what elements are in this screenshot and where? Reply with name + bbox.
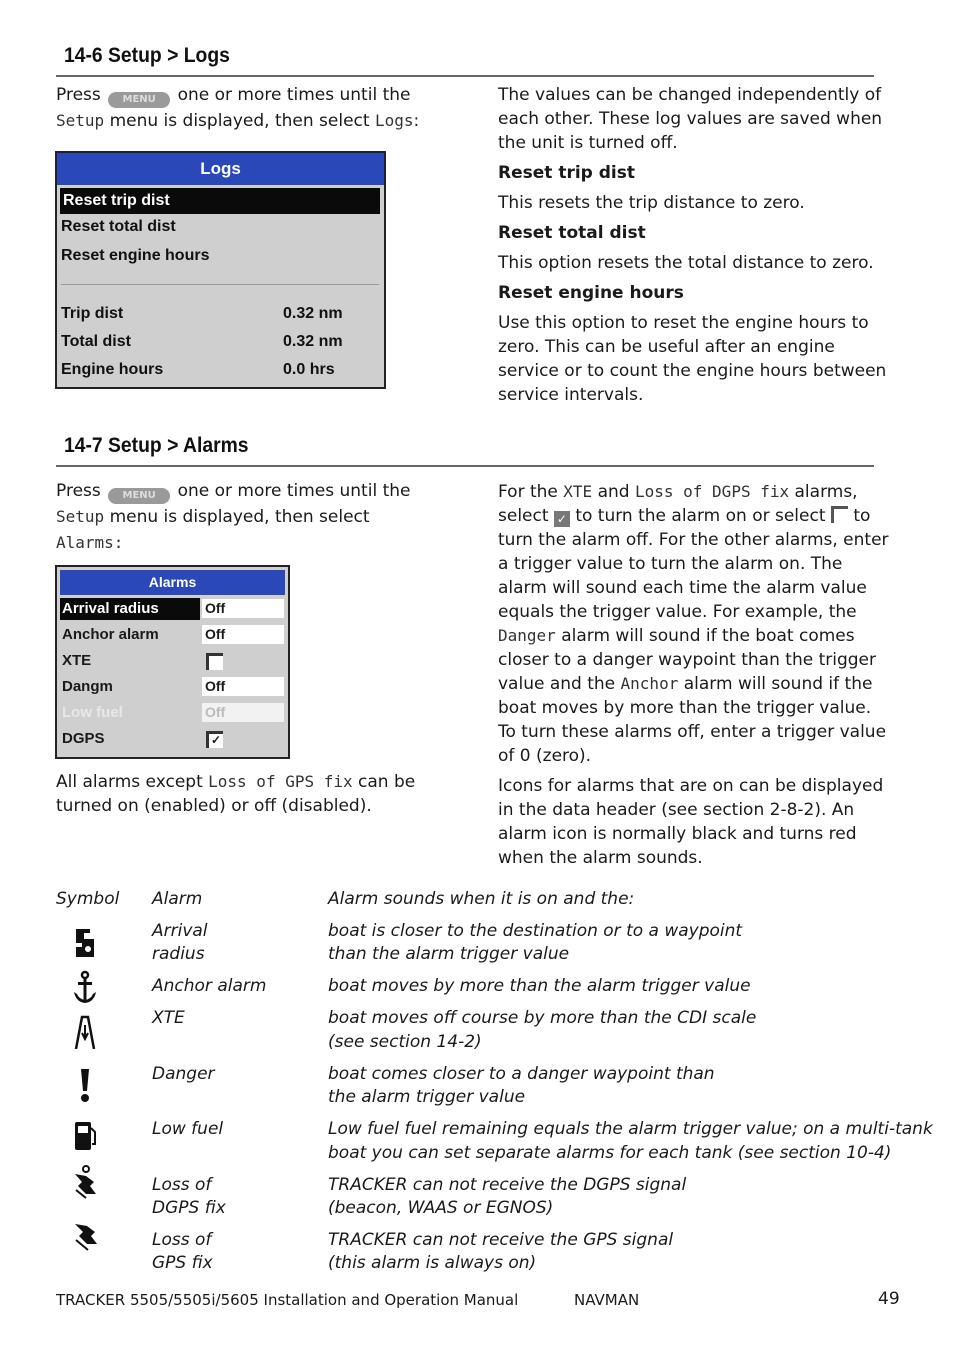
alarm-description: (beacon, WAAS or EGNOS) — [328, 1198, 554, 1218]
icons-paragraph: Icons for alarms that are on can be displayed in the data header (see section 2-8-2). An alarm icon is normally black and turns red when the alarm sounds. — [498, 776, 884, 868]
alarms-intro — [56, 479, 466, 556]
logs-intro — [56, 83, 466, 134]
intro-text: one or more times until the — [177, 481, 411, 501]
note-text: All alarms except — [56, 772, 203, 792]
menu-button-icon: MENU — [108, 488, 170, 504]
alarm-description: (see section 14-2) — [328, 1032, 482, 1052]
alarm-description: boat moves by more than the alarm trigger value — [328, 976, 751, 996]
alarms-code: Alarms: — [56, 533, 124, 552]
header-symbol: Symbol — [56, 889, 120, 909]
alarm-name: radius — [152, 944, 205, 964]
section-divider — [56, 465, 874, 467]
colon: : — [413, 111, 420, 131]
text: alarm will sound if the boat comes closer to a danger waypoint than the trigger value and the — [498, 626, 876, 694]
fuel-pump-icon — [72, 1118, 98, 1154]
alarm-name: DGPS fix — [152, 1198, 226, 1218]
text: to turn the alarm on or select — [575, 506, 826, 526]
checkbox-checked-icon: ✓ — [554, 511, 570, 527]
section-title-alarms: 14-7 Setup > Alarms — [64, 434, 249, 457]
logs-code: Logs — [374, 111, 414, 130]
intro-text: one or more times until the — [177, 85, 411, 105]
logs-screen — [55, 151, 386, 389]
alarm-description: the alarm trigger value — [328, 1087, 526, 1107]
paragraph-reset-engine: Use this option to reset the engine hours to zero. This can be useful after an engine service or to count the engine hours between service intervals. — [498, 313, 887, 405]
alarm-value-field[interactable]: Off — [202, 703, 284, 722]
danger-code: Danger — [498, 626, 556, 645]
logs-item-reset-engine[interactable]: Reset engine hours — [61, 247, 210, 264]
alarm-description: TRACKER can not receive the GPS signal — [328, 1230, 674, 1250]
alarm-name: Loss of — [152, 1175, 212, 1195]
alarm-name: Arrival radius — [62, 600, 159, 617]
section-title-logs: 14-6 Setup > Logs — [64, 44, 230, 67]
text: For the — [498, 482, 558, 502]
checkbox-unchecked-icon — [831, 506, 848, 523]
alarms-screen-title: Alarms — [60, 570, 285, 595]
logs-intro-paragraph: The values can be changed independently of each other. These log values are saved when the unit is turned off. — [498, 85, 883, 153]
alarm-row-low-fuel[interactable] — [60, 702, 287, 724]
alarm-description: (this alarm is always on) — [328, 1253, 537, 1273]
heading-reset-trip: Reset trip dist — [498, 163, 635, 183]
checkbox-unchecked-icon[interactable] — [206, 653, 223, 670]
alarm-name: Anchor alarm — [152, 976, 267, 996]
alarm-description: boat is closer to the destination or to a waypoint — [328, 921, 743, 941]
loss-of-gps-code: Loss of GPS fix — [208, 772, 353, 791]
logs-value-total: 0.32 nm — [283, 333, 343, 350]
checkbox-checked-icon[interactable]: ✓ — [206, 731, 223, 748]
press-text: Press — [56, 85, 101, 105]
arrival-radius-icon — [72, 925, 98, 961]
gps-satellite-icon — [72, 1218, 98, 1254]
logs-item-reset-total[interactable]: Reset total dist — [61, 218, 176, 235]
setup-code: Setup — [56, 507, 105, 526]
logs-label-engine: Engine hours — [61, 361, 164, 378]
section-divider — [56, 75, 874, 77]
alarm-name: Danger — [152, 1064, 215, 1084]
paragraph-reset-total: This option resets the total distance to zero. — [498, 253, 874, 273]
header-alarm: Alarm — [152, 889, 203, 909]
alarm-name: Anchor alarm — [62, 626, 159, 643]
alarms-note — [56, 770, 466, 818]
alarm-value-field[interactable]: Off — [202, 599, 284, 618]
press-text: Press — [56, 481, 101, 501]
text: to turn the alarm off. For the other alarms, enter a trigger value to turn the alarm on. The alarm will sound each time the alarm value equals the trigger value. For example, the — [498, 506, 889, 622]
text: and — [597, 482, 630, 502]
logs-screen-title: Logs — [57, 153, 384, 185]
menu-button-icon: MENU — [108, 92, 170, 108]
logs-value-trip: 0.32 nm — [283, 305, 343, 322]
setup-code: Setup — [56, 111, 105, 130]
alarm-name: Low fuel — [152, 1119, 224, 1139]
alarm-description: boat you can set separate alarms for each tank (see section 10-4) — [328, 1143, 892, 1163]
alarm-description: boat moves off course by more than the CDI scale — [328, 1008, 757, 1028]
heading-reset-total: Reset total dist — [498, 223, 646, 243]
alarm-name: DGPS — [62, 730, 105, 747]
logs-label-total: Total dist — [61, 333, 131, 350]
note-text: can be turned on (enabled) or off (disabled). — [56, 772, 416, 816]
loss-dgps-code: Loss of DGPS fix — [634, 482, 790, 501]
header-description: Alarm sounds when it is on and the: — [328, 889, 635, 909]
text: alarms, select — [498, 482, 858, 526]
alarms-paragraph — [498, 480, 894, 768]
alarm-description: than the alarm trigger value — [328, 944, 570, 964]
alarm-description: Low fuel fuel remaining equals the alarm trigger value; on a multi-tank — [328, 1119, 933, 1139]
heading-reset-engine: Reset engine hours — [498, 283, 684, 303]
alarm-description: boat comes closer to a danger waypoint than — [328, 1064, 715, 1084]
alarm-row-xte[interactable] — [60, 650, 287, 672]
text: alarm will sound if the boat moves by more than the trigger value. To turn these alarms off, enter a trigger value of 0 (zero). — [498, 674, 887, 766]
alarm-name: Loss of — [152, 1230, 212, 1250]
alarm-row-anchor[interactable] — [60, 624, 287, 646]
intro-text: menu is displayed, then select — [109, 507, 370, 527]
alarms-description — [498, 480, 894, 870]
alarm-description: TRACKER can not receive the DGPS signal — [328, 1175, 687, 1195]
alarm-name: Dangm — [62, 678, 113, 695]
footer-manual-title: TRACKER 5505/5505i/5605 Installation and Operation Manual — [56, 1291, 519, 1309]
alarm-name: Low fuel — [62, 704, 123, 721]
logs-label-trip: Trip dist — [61, 305, 124, 322]
paragraph-reset-trip: This resets the trip distance to zero. — [498, 193, 805, 213]
alarm-row-dgps[interactable] — [60, 728, 287, 750]
alarms-screen — [55, 565, 290, 759]
footer-brand: NAVMAN — [574, 1291, 640, 1309]
xte-icon — [72, 1013, 98, 1049]
page-number: 49 — [878, 1289, 900, 1309]
dgps-satellite-icon — [72, 1164, 98, 1200]
alarm-row-danger[interactable] — [60, 676, 287, 698]
alarm-name: XTE — [152, 1008, 185, 1028]
alarm-name: XTE — [62, 652, 92, 669]
anchor-code: Anchor — [620, 674, 679, 693]
logs-item-reset-trip[interactable]: Reset trip dist — [60, 188, 380, 214]
logs-description — [498, 83, 898, 407]
danger-icon — [72, 1067, 98, 1103]
alarm-value-field[interactable]: Off — [202, 625, 284, 644]
anchor-icon — [72, 970, 98, 1006]
intro-text: menu is displayed, then select — [109, 111, 370, 131]
logs-value-engine: 0.0 hrs — [283, 361, 335, 378]
alarm-name: Arrival — [152, 921, 208, 941]
alarm-row-arrival[interactable] — [60, 598, 287, 620]
logs-divider — [61, 284, 379, 285]
alarm-value-field[interactable]: Off — [202, 677, 284, 696]
xte-code: XTE — [563, 482, 593, 501]
alarm-name: GPS fix — [152, 1253, 213, 1273]
